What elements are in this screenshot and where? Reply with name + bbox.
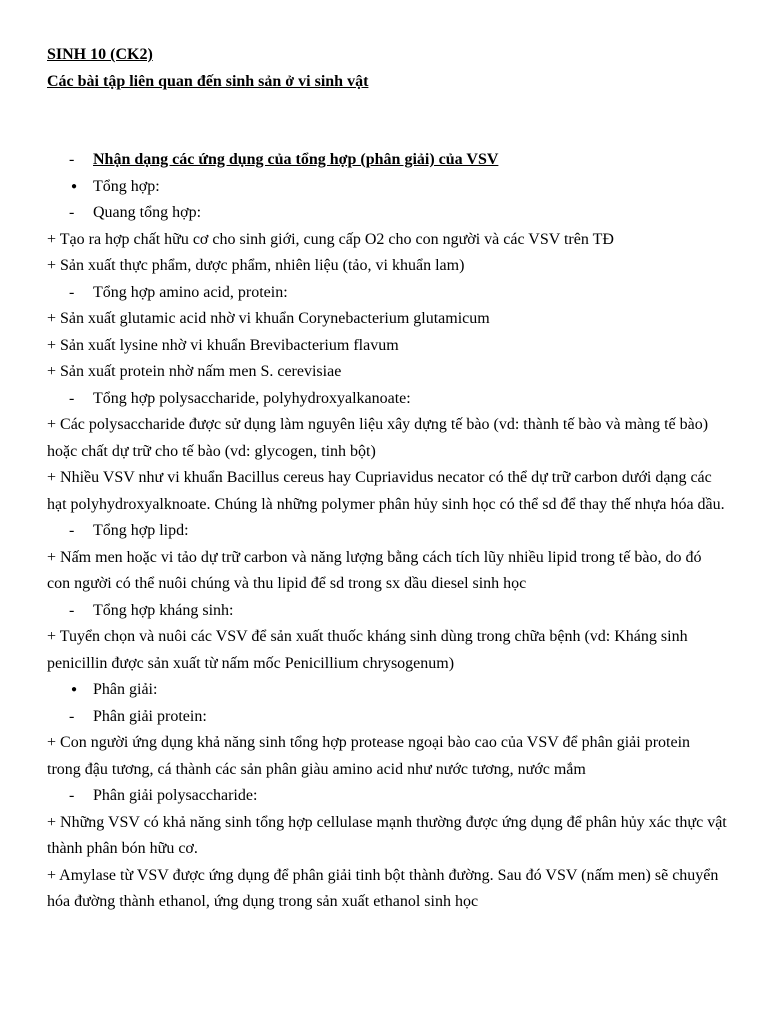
document-title: SINH 10 (CK2) [47, 46, 153, 63]
section-heading [47, 598, 727, 625]
list-item-text: + Nhiều VSV như vi khuẩn Bacillus cereus hay Cupriavidus necator có thể dự trữ carbon dưới dạng các hạt polyhydroxyalknoate. Chúng là những polymer phân hủy sinh học có thể sd để thay thế nhựa hóa dầu. [47, 469, 725, 513]
list-item [47, 624, 727, 677]
bullet-heading-text: Tổng hợp: [93, 177, 160, 195]
list-item [47, 306, 727, 333]
section-heading-text: Tổng hợp kháng sinh: [93, 601, 234, 619]
list-item-text: + Amylase từ VSV được ứng dụng để phân giải tinh bột thành đường. Sau đó VSV (nấm men) sẽ chuyển hóa đường thành ethanol, ứng dụng trong sản xuất ethanol sinh học [47, 866, 719, 910]
list-item [47, 333, 727, 360]
section-heading-text: Phân giải polysaccharide: [93, 787, 258, 804]
list-item-text: + Con người ứng dụng khả năng sinh tổng hợp protease ngoại bào cao của VSV để phân giải protein trong đậu tương, cá thành các sản phân giàu amino acid như nước tương, nước mắm [47, 734, 691, 778]
list-item [47, 227, 727, 254]
section-heading [47, 518, 727, 545]
list-item [47, 863, 727, 916]
document-body [47, 147, 727, 916]
document-page [47, 40, 727, 916]
document-subtitle: Các bài tập liên quan đến sinh sản ở vi sinh vật [47, 73, 369, 90]
spacer [47, 94, 727, 147]
list-item-text: + Sản xuất protein nhờ nấm men S. cerevisiae [47, 363, 342, 380]
section-heading-text: Phân giải protein: [93, 707, 207, 725]
list-item-text: + Tuyển chọn và nuôi các VSV để sản xuất thuốc kháng sinh dùng trong chữa bệnh (vd: Kháng sinh penicillin được sản xuất từ nấm mốc Penicillium chrysogenum) [47, 628, 688, 672]
section-heading [47, 280, 727, 307]
bullet-heading [47, 174, 727, 201]
section-heading-text: Nhận dạng các ứng dụng của tổng hợp (phân giải) của VSV [93, 151, 499, 168]
section-heading-text: Tổng hợp amino acid, protein: [93, 283, 288, 301]
bullet-heading-text: Phân giải: [93, 681, 158, 698]
section-heading-text: Tổng hợp polysaccharide, polyhydroxyalkanoate: [93, 389, 411, 407]
list-item-text: + Tạo ra hợp chất hữu cơ cho sinh giới, cung cấp O2 cho con người và các VSV trên TĐ [47, 230, 614, 248]
list-item-text: + Sản xuất glutamic acid nhờ vi khuẩn Corynebacterium glutamicum [47, 310, 490, 327]
list-item [47, 253, 727, 280]
list-item [47, 412, 727, 465]
section-heading-text: Tổng hợp lipd: [93, 522, 189, 539]
list-item-text: + Các polysaccharide được sử dụng làm nguyên liệu xây dựng tế bào (vd: thành tế bào và màng tế bào) hoặc chất dự trữ cho tế bào (vd: glycogen, tinh bột) [47, 416, 709, 460]
section-heading [47, 147, 727, 174]
list-item [47, 810, 727, 863]
list-item [47, 545, 727, 598]
list-item-text: + Sản xuất lysine nhờ vi khuẩn Brevibacterium flavum [47, 336, 399, 354]
list-item [47, 730, 727, 783]
section-heading [47, 386, 727, 413]
section-heading-text: Quang tổng hợp: [93, 204, 202, 221]
section-heading [47, 704, 727, 731]
section-heading [47, 783, 727, 810]
list-item [47, 465, 727, 518]
list-item-text: + Nấm men hoặc vi tảo dự trữ carbon và năng lượng bằng cách tích lũy nhiều lipid trong tế bào, do đó con người có thể nuôi chúng và thu lipid để sd trong sx dầu diesel sinh học [47, 548, 702, 592]
list-item-text: + Những VSV có khả năng sinh tổng hợp cellulase mạnh thường được ứng dụng để phân hủy xác thực vật thành phân bón hữu cơ. [47, 813, 727, 857]
section-heading [47, 200, 727, 227]
bullet-heading [47, 677, 727, 704]
list-item [47, 359, 727, 386]
list-item-text: + Sản xuất thực phẩm, dược phẩm, nhiên liệu (tảo, vi khuẩn lam) [47, 257, 465, 274]
